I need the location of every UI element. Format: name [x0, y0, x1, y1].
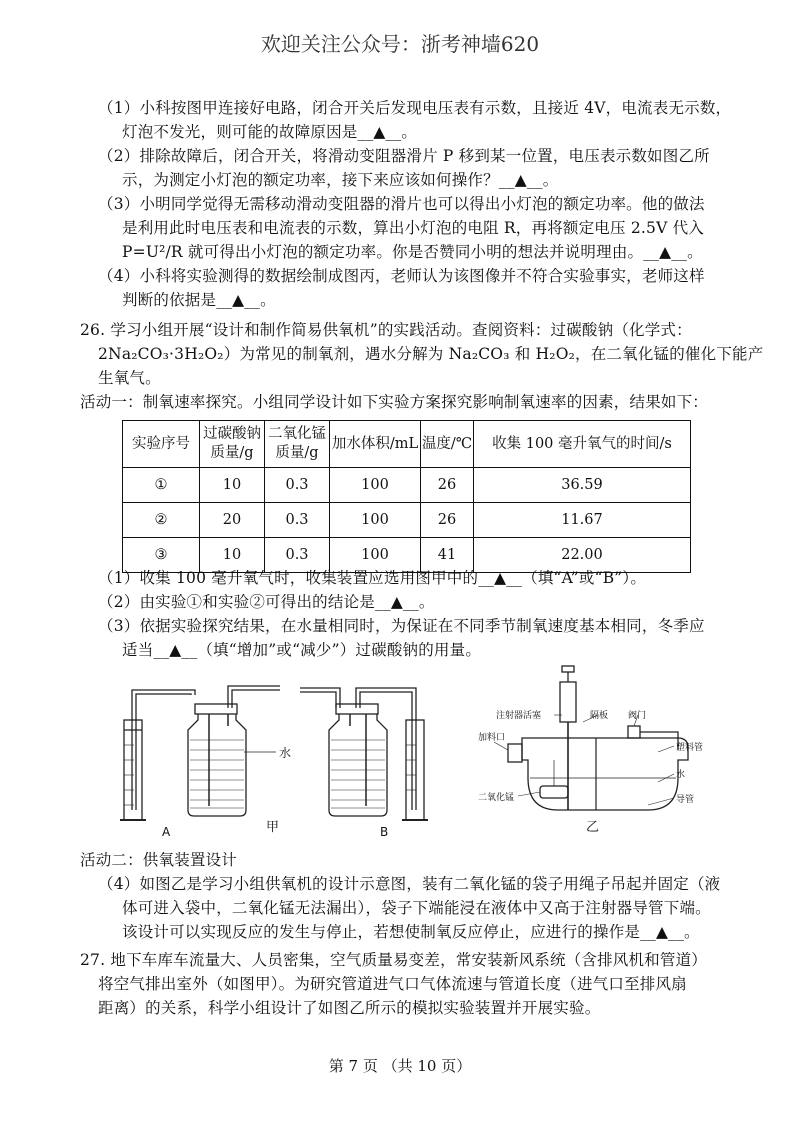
col-header: 温度/℃: [421, 421, 474, 468]
q25-line: 判断的依据是__▲__。: [122, 291, 276, 309]
q27-line: 27. 地下车库车流量大、人员密集，空气质量易变差，常安装新风系统（含排风机和管道）: [80, 951, 707, 969]
plastic-tube-label: 塑料管: [676, 743, 704, 753]
valve-label: 阀门: [628, 711, 647, 721]
caption-yi: 乙: [586, 820, 600, 835]
apparatus-b: [300, 688, 428, 820]
water-label-yi: 水: [676, 770, 686, 780]
q25-line: P=U²/R 就可得出小灯泡的额定功率。你是否赞同小明的想法并说明理由。__▲__。: [122, 243, 703, 261]
q27-line: 将空气排出室外（如图甲）。为研究管道进气口气体流速与管道长度（进气口至排风扇: [98, 975, 687, 993]
table-cell: 20: [200, 503, 265, 538]
col-header: 加水体积/mL: [330, 421, 421, 468]
q25-line: （4）小科将实验测得的数据绘制成图丙，老师认为该图像并不符合实验事实，老师这样: [98, 267, 705, 285]
table-header-row: [123, 421, 691, 468]
inlet-label: 加料口: [478, 733, 506, 743]
table-cell: 36.59: [474, 468, 691, 503]
table-cell: ②: [123, 503, 200, 538]
q26-subq: （2）由实验①和实验②可得出的结论是__▲__。: [98, 593, 435, 611]
syringe-label: 注射器活塞: [496, 711, 542, 721]
col-header: 实验序号: [123, 421, 200, 468]
table-cell: 41: [421, 538, 474, 573]
q26-subq: （1）收集 100 毫升氧气时，收集装置应选用图甲中的__▲__（填“A”或“B”）。: [98, 569, 647, 587]
table-cell: 0.3: [265, 503, 330, 538]
q26-line: 2Na₂CO₃·3H₂O₂）为常见的制氧剂，遇水分解为 Na₂CO₃ 和 H₂O₂，在二氧化锰的催化下能产: [98, 345, 764, 363]
q27-line: 距离）的关系，科学小组设计了如图乙所示的模拟实验装置并开展实验。: [98, 999, 601, 1017]
table-row: [123, 503, 691, 538]
q25-line: （2）排除故障后，闭合开关，将滑动变阻器滑片 P 移到某一位置，电压表示数如图乙所: [98, 147, 710, 165]
label-a: A: [162, 825, 171, 839]
activity1-line: 活动一：制氧速率探究。小组同学设计如下实验方案探究影响制氧速率的因素，结果如下：: [80, 393, 709, 411]
q26-line: 26. 学习小组开展“设计和制作简易供氧机”的实践活动。查阅资料：过碳酸钠（化学式：: [80, 321, 692, 339]
col-header: 过碳酸钠 质量/g: [200, 421, 265, 468]
table-cell: 0.3: [265, 468, 330, 503]
q25-line: （1）小科按图甲连接好电路，闭合开关后发现电压表有示数，且接近 4V，电流表无示数，: [98, 99, 732, 117]
activity2-line: 体可进入袋中，二氧化锰无法漏出），袋子下端能浸在液体中又高于注射器导管下端。: [122, 899, 711, 917]
label-b: B: [380, 825, 389, 839]
activity2-line: 该设计可以实现反应的发生与停止，若想使制氧反应停止，应进行的操作是__▲__。: [122, 923, 700, 941]
table-cell: 10: [200, 538, 265, 573]
table-cell: 100: [330, 503, 421, 538]
activity2-line: （4）如图乙是学习小组供氧机的设计示意图，装有二氧化锰的袋子用绳子吊起并固定（液: [98, 875, 721, 893]
table-cell: 0.3: [265, 538, 330, 573]
q25-line: （3）小明同学觉得无需移动滑动变阻器的滑片也可以得出小灯泡的额定功率。他的做法: [98, 195, 705, 213]
table-cell: 11.67: [474, 503, 691, 538]
table-row: [123, 468, 691, 503]
q25-line: 示，为测定小灯泡的额定功率，接下来应该如何操作？__▲__。: [122, 171, 559, 189]
table-cell: ①: [123, 468, 200, 503]
apparatus-a: [120, 686, 280, 820]
water-label-jia: 水: [279, 746, 292, 760]
table-cell: 10: [200, 468, 265, 503]
partition-label: 隔板: [590, 711, 609, 721]
table-cell: 26: [421, 468, 474, 503]
q26-subq: （3）依据实验探究结果，在水量相同时，为保证在不同季节制氧速度基本相同，冬季应: [98, 617, 705, 635]
page-header: 欢迎关注公众号：浙考神墙620: [260, 32, 540, 56]
mno2-label: 二氧化锰: [478, 793, 515, 803]
page-footer: 第 7 页 （共 10 页）: [328, 1057, 472, 1075]
figure-jia: [110, 660, 440, 840]
caption-jia: 甲: [266, 820, 280, 835]
guide-tube-label: 导管: [676, 795, 695, 805]
table-cell: ③: [123, 538, 200, 573]
q26-subq: 适当__▲__（填“增加”或“减少”）过碳酸钠的用量。: [122, 641, 482, 659]
q26-line: 生氧气。: [98, 369, 161, 387]
activity2-title: 活动二：供氧装置设计: [80, 851, 238, 869]
col-header: 二氧化锰 质量/g: [265, 421, 330, 468]
q25-line: 灯泡不发光，则可能的故障原因是__▲__。: [122, 123, 418, 141]
q25-line: 是利用此时电压表和电流表的示数，算出小灯泡的电阻 R，再将额定电压 2.5V 代入: [122, 219, 704, 237]
figure-yi: [478, 660, 708, 840]
table-cell: 26: [421, 503, 474, 538]
experiment-table: [122, 420, 691, 573]
table-cell: 100: [330, 538, 421, 573]
col-header: 收集 100 毫升氧气的时间/s: [474, 421, 691, 468]
table-cell: 22.00: [474, 538, 691, 573]
table-cell: 100: [330, 468, 421, 503]
